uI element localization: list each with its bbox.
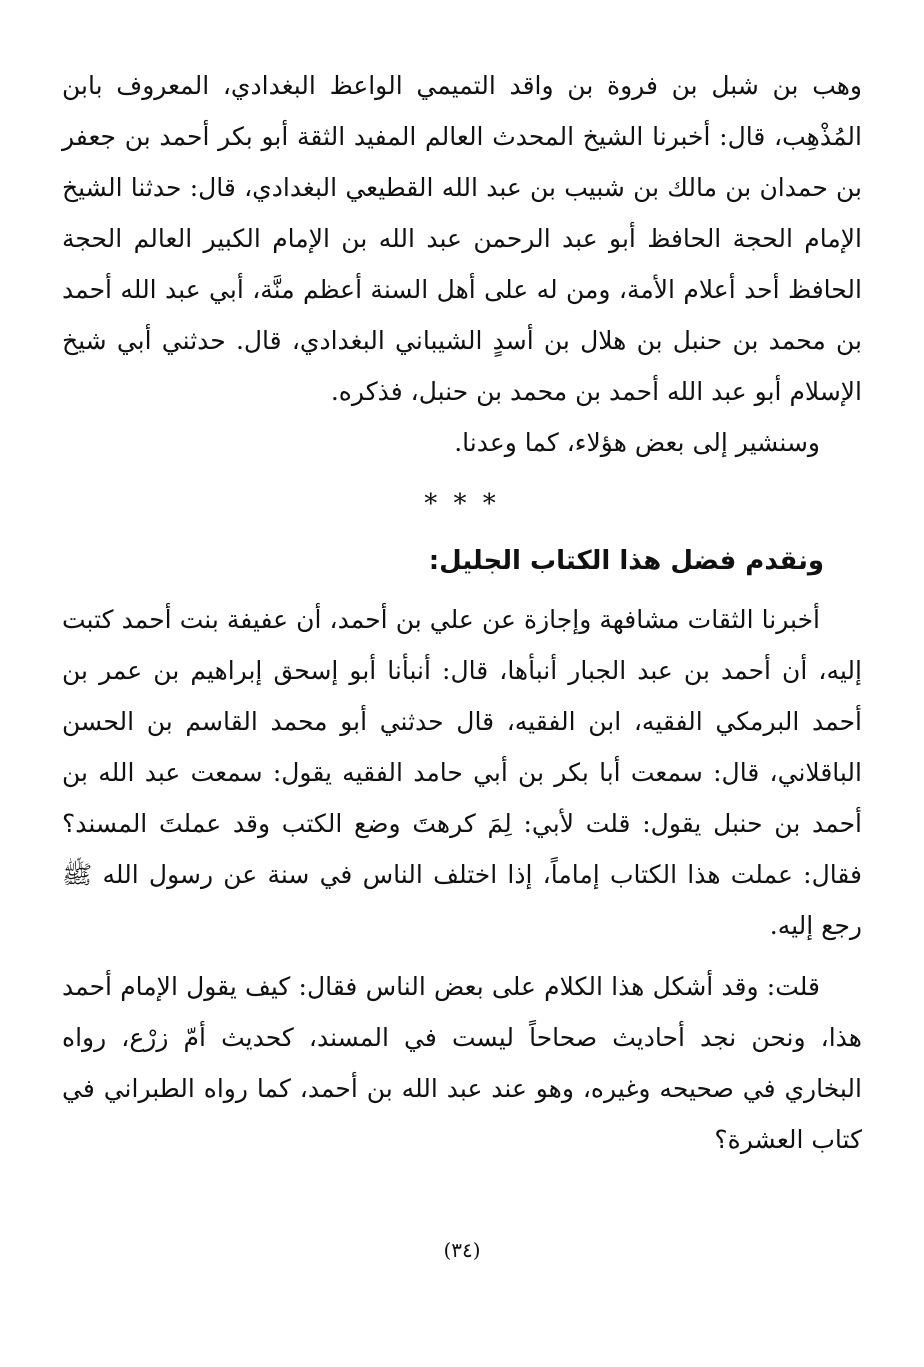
page-number: (٣٤) [443, 1238, 481, 1262]
paragraph-promise: وسنشير إلى بعض هؤلاء، كما وعدنا. [454, 428, 820, 457]
paragraph-narration: أخبرنا الثقات مشافهة وإجازة عن علي بن أحمد، أن عفيفة بنت أحمد كتبت إليه، أن أحمد بن عبد الجبار أنبأها، قال: أنبأنا أبو إسحق إبراهيم بن عمر بن أحمد البرمكي الفقيه، ابن الفقيه، قال حدثني أبو محمد القاسم بن الحسن الباقلاني، قال: سمعت أبا بكر بن أبي حامد الفقيه يقول: سمعت عبد الله بن أحمد بن حنبل يقول: قلت لأبي: لِمَ كرهتَ وضع الكتب وقد عملتَ المسند؟ فقال: عملت هذا الكتاب إماماً، إذا اختلف الناس في سنة عن رسول الله ﷺ رجع إليه. [62, 605, 862, 940]
paragraph-isnad: وهب بن شبل بن فروة بن واقد التميمي الواعظ البغدادي، المعروف بابن المُذْهِب، قال: أخبرنا الشيخ المحدث العالم المفيد الثقة أبو بكر أحمد بن جعفر بن حمدان بن مالك بن شبيب بن عبد الله القطيعي البغدادي، قال: حدثنا الشيخ الإمام الحجة الحافظ أبو عبد الرحمن عبد الله بن الإمام الكبير العالم الحجة الحافظ أحد أعلام الأمة، ومن له على أهل السنة أعظم منَّة، أبي عبد الله أحمد بن محمد بن حنبل بن هلال بن أسدٍ الشيباني البغدادي، قال. حدثني أبي شيخ الإسلام أبو عبد الله أحمد بن محمد بن حنبل، فذكره. [62, 71, 862, 406]
section-separator: * * * [424, 489, 500, 519]
section-heading: ونقدم فضل هذا الكتاب الجليل: [428, 546, 824, 576]
paragraph-commentary: قلت: وقد أشكل هذا الكلام على بعض الناس فقال: كيف يقول الإمام أحمد هذا، ونحن نجد أحاديث صحاحاً ليست في المسند، كحديث أمّ زرْع، رواه البخاري في صحيحه وغيره، وهو عند عبد الله بن أحمد، كما رواه الطبراني في كتاب العشرة؟ [62, 972, 862, 1154]
page-body [62, 60, 862, 1165]
